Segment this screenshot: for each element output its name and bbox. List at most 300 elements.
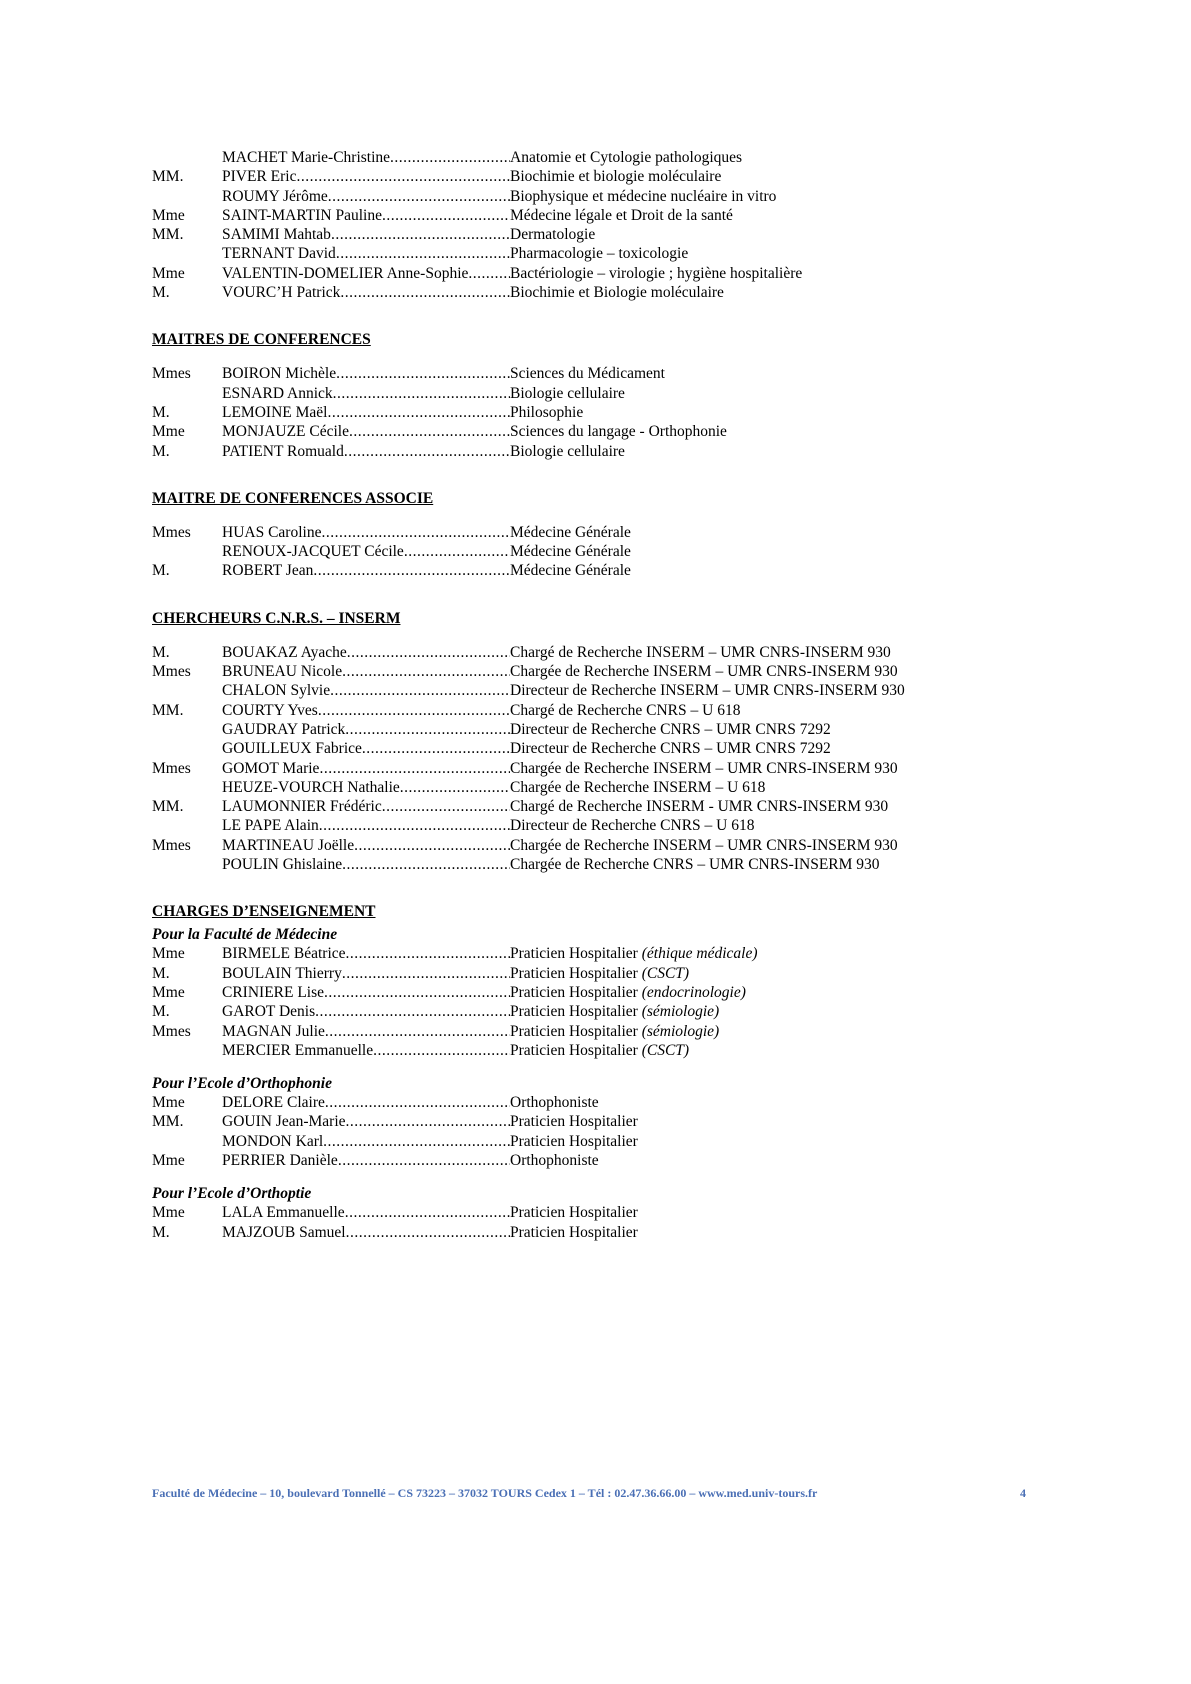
discipline: [510, 797, 1052, 816]
person-name: VOURC’H Patrick: [222, 284, 341, 302]
staff-list: [152, 148, 1052, 1242]
dot-leader: [325, 1093, 510, 1112]
footer-address: Faculté de Médecine – 10, boulevard Tonnellé – CS 73223 – 37032 TOURS Cedex 1 – Tél : 02.47.36.66.00 – www.med.univ-tours.fr: [152, 1486, 818, 1500]
person-name: MARTINEAU Joëlle: [222, 836, 355, 854]
discipline-text: Praticien Hospitalier: [510, 983, 638, 1001]
discipline-text: Praticien Hospitalier: [510, 1003, 638, 1021]
discipline-text: Praticien Hospitalier: [510, 1041, 638, 1059]
list-item: [152, 816, 1052, 835]
dot-leader: [342, 964, 510, 983]
person-name: MONDON Karl: [222, 1132, 324, 1150]
list-item: [152, 225, 1052, 244]
civility: MM.: [152, 701, 184, 719]
name-cell: [222, 720, 510, 739]
person-name: SAMIMI Mahtab: [222, 226, 331, 244]
page-footer: [152, 1486, 1032, 1501]
discipline-text: Sciences du Médicament: [510, 365, 665, 383]
dot-leader: [327, 403, 510, 422]
discipline-note: (sémiologie): [641, 1022, 720, 1040]
discipline-text: Praticien Hospitalier: [510, 1204, 638, 1222]
dot-leader: [468, 264, 510, 283]
dot-leader: [330, 681, 510, 700]
discipline: [510, 364, 1052, 383]
discipline-text: Biophysique et médecine nucléaire in vitro: [510, 187, 777, 205]
discipline-note: (CSCT): [641, 964, 690, 982]
discipline: [510, 523, 1052, 542]
discipline: [510, 944, 1052, 963]
discipline-text: Praticien Hospitalier: [510, 964, 638, 982]
person-name: BOULAIN Thierry: [222, 964, 342, 982]
charges-group: [152, 925, 1052, 1060]
name-cell: [222, 206, 510, 225]
dot-leader: [321, 523, 510, 542]
civility: Mmes: [152, 365, 191, 383]
discipline: [510, 701, 1052, 720]
section-heading: CHERCHEURS C.N.R.S. – INSERM: [152, 609, 401, 627]
discipline-text: Anatomie et Cytologie pathologiques: [510, 149, 743, 166]
discipline: [510, 167, 1052, 186]
list-item: [152, 523, 1052, 542]
discipline-text: Directeur de Recherche INSERM – UMR CNRS-INSERM 930: [510, 682, 905, 700]
discipline: [510, 759, 1052, 778]
dot-leader: [336, 244, 510, 263]
dot-leader: [296, 167, 510, 186]
person-name: VALENTIN-DOMELIER Anne-Sophie: [222, 264, 469, 282]
name-cell: [222, 681, 510, 700]
name-cell: [222, 225, 510, 244]
discipline: [510, 1041, 1052, 1060]
civility: [152, 148, 222, 167]
discipline-text: Directeur de Recherche CNRS – U 618: [510, 817, 755, 835]
name-cell: [222, 816, 510, 835]
list-item: [152, 739, 1052, 758]
name-cell: [222, 442, 510, 461]
discipline-text: Philosophie: [510, 403, 584, 421]
name-cell: [222, 944, 510, 963]
dot-leader: [342, 662, 510, 681]
discipline: [510, 681, 1052, 700]
person-name: ROUMY Jérôme: [222, 187, 328, 205]
list-item: [152, 1093, 1052, 1112]
list-item: [152, 855, 1052, 874]
person-name: GAROT Denis: [222, 1003, 316, 1021]
person-name: CHALON Sylvie: [222, 682, 331, 700]
discipline: [510, 778, 1052, 797]
name-cell: [222, 148, 510, 167]
list-item: [152, 364, 1052, 383]
dot-leader: [325, 1022, 510, 1041]
discipline: [510, 283, 1052, 302]
dot-leader: [338, 1151, 510, 1170]
civility: M.: [152, 964, 170, 982]
civility: M.: [152, 403, 170, 421]
person-name: LE PAPE Alain: [222, 817, 319, 835]
dot-leader: [345, 720, 510, 739]
civility: M.: [152, 284, 170, 302]
discipline-text: Médecine Générale: [510, 523, 631, 541]
name-cell: [222, 1151, 510, 1170]
list-item: [152, 1002, 1052, 1021]
section-charges: [152, 902, 1052, 1242]
person-name: ESNARD Annick: [222, 384, 333, 402]
person-name: TERNANT David: [222, 245, 336, 263]
dot-leader: [346, 1112, 510, 1131]
list-item: [152, 206, 1052, 225]
civility: MM.: [152, 1113, 184, 1131]
dot-leader: [319, 759, 510, 778]
name-cell: [222, 1002, 510, 1021]
dot-leader: [362, 739, 510, 758]
discipline-text: Biochimie et biologie moléculaire: [510, 168, 722, 186]
person-name: PATIENT Romuald: [222, 442, 344, 460]
page-number: 4: [1020, 1486, 1026, 1500]
person-name: POULIN Ghislaine: [222, 856, 343, 874]
discipline-text: Médecine Générale: [510, 562, 631, 580]
discipline-note: (endocrinologie): [641, 983, 746, 1001]
person-name: MAJZOUB Samuel: [222, 1223, 346, 1241]
discipline: [510, 720, 1052, 739]
name-cell: [222, 1112, 510, 1131]
person-name: GOUILLEUX Fabrice: [222, 740, 362, 758]
discipline-text: Chargée de Recherche INSERM – UMR CNRS-INSERM 930: [510, 663, 898, 681]
list-item: [152, 681, 1052, 700]
section-chercheurs: [152, 609, 1052, 875]
civility: Mmes: [152, 1022, 191, 1040]
discipline-note: (éthique médicale): [641, 945, 758, 963]
list-item: [152, 167, 1052, 186]
name-cell: [222, 701, 510, 720]
person-name: SAINT-MARTIN Pauline: [222, 206, 382, 224]
civility: M.: [152, 442, 170, 460]
discipline-text: Praticien Hospitalier: [510, 945, 638, 963]
dot-leader: [404, 542, 510, 561]
dot-leader: [333, 384, 510, 403]
discipline: [510, 422, 1052, 441]
civility: M.: [152, 1223, 170, 1241]
list-item: [152, 1112, 1052, 1131]
list-item: [152, 964, 1052, 983]
discipline: [510, 1203, 1052, 1222]
group-subheading: Pour l’Ecole d’Orthophonie: [152, 1075, 332, 1093]
person-name: PIVER Eric: [222, 168, 297, 186]
dot-leader: [390, 148, 510, 167]
dot-leader: [344, 442, 510, 461]
discipline-text: Pharmacologie – toxicologie: [510, 245, 689, 263]
discipline: [510, 662, 1052, 681]
person-name: COURTY Yves: [222, 701, 318, 719]
civility: [152, 384, 222, 403]
discipline-text: Médecine légale et Droit de la santé: [510, 206, 733, 224]
name-cell: [222, 561, 510, 580]
dot-leader: [382, 206, 510, 225]
group-subheading: Pour la Faculté de Médecine: [152, 926, 338, 944]
discipline-text: Biochimie et Biologie moléculaire: [510, 284, 724, 302]
name-cell: [222, 662, 510, 681]
list-item: [152, 1132, 1052, 1151]
person-name: DELORE Claire: [222, 1094, 325, 1112]
name-cell: [222, 836, 510, 855]
civility: [152, 681, 222, 700]
discipline-text: Chargée de Recherche INSERM – U 618: [510, 778, 766, 796]
section-maitres: [152, 330, 1052, 460]
dot-leader: [324, 983, 510, 1002]
name-cell: [222, 643, 510, 662]
dot-leader: [318, 701, 510, 720]
civility: Mmes: [152, 836, 191, 854]
name-cell: [222, 778, 510, 797]
person-name: GOUIN Jean-Marie: [222, 1113, 346, 1131]
name-cell: [222, 542, 510, 561]
name-cell: [222, 983, 510, 1002]
discipline: [510, 983, 1052, 1002]
civility: [152, 855, 222, 874]
dot-leader: [354, 836, 510, 855]
list-item: [152, 403, 1052, 422]
charges-groups: [152, 925, 1052, 1242]
associe-list: [152, 523, 1052, 581]
list-item: [152, 720, 1052, 739]
civility: Mme: [152, 1151, 185, 1169]
list-item: [152, 561, 1052, 580]
dot-leader: [342, 855, 510, 874]
person-name: GOMOT Marie: [222, 759, 320, 777]
civility: [152, 778, 222, 797]
civility: [152, 739, 222, 758]
civility: [152, 816, 222, 835]
person-name: MACHET Marie-Christine: [222, 149, 391, 166]
name-cell: [222, 403, 510, 422]
person-name: MERCIER Emmanuelle: [222, 1041, 374, 1059]
discipline: [510, 816, 1052, 835]
discipline: [510, 1112, 1052, 1131]
name-cell: [222, 364, 510, 383]
charges-group: [152, 1074, 1052, 1170]
discipline: [510, 148, 1052, 167]
person-name: CRINIERE Lise: [222, 983, 325, 1001]
section-heading: MAITRE DE CONFERENCES ASSOCIE: [152, 489, 434, 507]
name-cell: [222, 759, 510, 778]
dot-leader: [331, 225, 510, 244]
list-item: [152, 244, 1052, 263]
name-cell: [222, 964, 510, 983]
discipline: [510, 1093, 1052, 1112]
dot-leader: [373, 1041, 510, 1060]
civility: Mme: [152, 1204, 185, 1222]
list-item: [152, 759, 1052, 778]
name-cell: [222, 797, 510, 816]
civility: M.: [152, 562, 170, 580]
name-cell: [222, 283, 510, 302]
dot-leader: [347, 643, 510, 662]
discipline: [510, 561, 1052, 580]
civility: MM.: [152, 798, 184, 816]
dot-leader: [346, 1223, 510, 1242]
discipline-text: Directeur de Recherche CNRS – UMR CNRS 7292: [510, 740, 831, 758]
list-item: [152, 778, 1052, 797]
discipline: [510, 187, 1052, 206]
discipline-text: Orthophoniste: [510, 1151, 599, 1169]
person-name: BOIRON Michèle: [222, 365, 337, 383]
civility: Mme: [152, 983, 185, 1001]
civility: Mmes: [152, 663, 191, 681]
charges-group: [152, 1184, 1052, 1242]
dot-leader: [313, 561, 510, 580]
discipline-text: Bactériologie – virologie ; hygiène hospitalière: [510, 264, 803, 282]
discipline-text: Praticien Hospitalier: [510, 1113, 638, 1131]
discipline: [510, 855, 1052, 874]
person-name: BRUNEAU Nicole: [222, 663, 343, 681]
group-subheading: Pour l’Ecole d’Orthoptie: [152, 1185, 312, 1203]
dot-leader: [319, 816, 510, 835]
discipline: [510, 264, 1052, 283]
list-item: [152, 1041, 1052, 1060]
list-item: [152, 836, 1052, 855]
civility: Mme: [152, 945, 185, 963]
discipline: [510, 384, 1052, 403]
discipline: [510, 542, 1052, 561]
name-cell: [222, 422, 510, 441]
discipline: [510, 1132, 1052, 1151]
discipline-text: Chargé de Recherche INSERM - UMR CNRS-INSERM 930: [510, 798, 889, 816]
discipline-text: Praticien Hospitalier: [510, 1132, 638, 1150]
discipline-note: (sémiologie): [641, 1003, 720, 1021]
civility: M.: [152, 1003, 170, 1021]
dot-leader: [349, 422, 510, 441]
name-cell: [222, 523, 510, 542]
discipline-text: Directeur de Recherche CNRS – UMR CNRS 7292: [510, 720, 831, 738]
civility: Mme: [152, 423, 185, 441]
discipline-text: Dermatologie: [510, 226, 596, 244]
list-item: [152, 1151, 1052, 1170]
list-item: [152, 384, 1052, 403]
maitres-list: [152, 364, 1052, 460]
dot-leader: [336, 364, 510, 383]
name-cell: [222, 1022, 510, 1041]
civility: Mmes: [152, 523, 191, 541]
person-name: BOUAKAZ Ayache: [222, 643, 347, 661]
discipline-text: Praticien Hospitalier: [510, 1022, 638, 1040]
discipline-text: Praticien Hospitalier: [510, 1223, 638, 1241]
list-item: [152, 422, 1052, 441]
dot-leader: [346, 944, 510, 963]
civility: [152, 187, 222, 206]
civility: MM.: [152, 226, 184, 244]
person-name: LEMOINE Maël: [222, 403, 328, 421]
list-item: [152, 643, 1052, 662]
civility: [152, 542, 222, 561]
discipline: [510, 244, 1052, 263]
dot-leader: [315, 1002, 510, 1021]
chercheurs-list: [152, 643, 1052, 875]
person-name: LALA Emmanuelle: [222, 1204, 345, 1222]
name-cell: [222, 244, 510, 263]
civility: M.: [152, 643, 170, 661]
discipline-text: Chargée de Recherche INSERM – UMR CNRS-INSERM 930: [510, 836, 898, 854]
discipline: [510, 643, 1052, 662]
name-cell: [222, 855, 510, 874]
list-item: [152, 1223, 1052, 1242]
person-name: MAGNAN Julie: [222, 1022, 325, 1040]
discipline: [510, 1002, 1052, 1021]
discipline: [510, 1223, 1052, 1242]
list-item: [152, 1022, 1052, 1041]
list-item: [152, 662, 1052, 681]
discipline-text: Chargée de Recherche INSERM – UMR CNRS-INSERM 930: [510, 759, 898, 777]
person-name: HUAS Caroline: [222, 523, 322, 541]
discipline: [510, 206, 1052, 225]
discipline: [510, 739, 1052, 758]
discipline: [510, 964, 1052, 983]
discipline-text: Médecine Générale: [510, 543, 631, 561]
person-name: BIRMELE Béatrice: [222, 945, 346, 963]
dot-leader: [340, 283, 510, 302]
discipline-text: Biologie cellulaire: [510, 384, 625, 402]
list-item: [152, 944, 1052, 963]
list-item: [152, 701, 1052, 720]
section-associe: [152, 489, 1052, 581]
civility: [152, 1132, 222, 1151]
list-item: [152, 797, 1052, 816]
person-name: MONJAUZE Cécile: [222, 423, 349, 441]
civility: [152, 244, 222, 263]
person-name: GAUDRAY Patrick: [222, 720, 346, 738]
dot-leader: [382, 797, 510, 816]
discipline: [510, 1151, 1052, 1170]
list-item: [152, 283, 1052, 302]
discipline: [510, 225, 1052, 244]
name-cell: [222, 1132, 510, 1151]
discipline: [510, 1022, 1052, 1041]
civility: Mme: [152, 264, 185, 282]
discipline-text: Chargé de Recherche CNRS – U 618: [510, 701, 741, 719]
dot-leader: [328, 187, 510, 206]
person-name: ROBERT Jean: [222, 562, 314, 580]
dot-leader: [323, 1132, 510, 1151]
person-name: PERRIER Danièle: [222, 1151, 338, 1169]
list-item: [152, 187, 1052, 206]
name-cell: [222, 1223, 510, 1242]
civility: Mme: [152, 1094, 185, 1112]
name-cell: [222, 1041, 510, 1060]
name-cell: [222, 739, 510, 758]
name-cell: [222, 264, 510, 283]
section-heading: CHARGES D’ENSEIGNEMENT: [152, 903, 376, 921]
list-item: [152, 1203, 1052, 1222]
dot-leader: [345, 1203, 510, 1222]
discipline: [510, 442, 1052, 461]
discipline: [510, 836, 1052, 855]
person-name: LAUMONNIER Frédéric: [222, 798, 382, 816]
discipline-text: Chargée de Recherche CNRS – UMR CNRS-INSERM 930: [510, 856, 880, 874]
name-cell: [222, 384, 510, 403]
discipline-text: Orthophoniste: [510, 1094, 599, 1112]
list-item: [152, 542, 1052, 561]
discipline-text: Sciences du langage - Orthophonie: [510, 423, 727, 441]
civility: Mmes: [152, 759, 191, 777]
section-heading: MAITRES DE CONFERENCES: [152, 331, 371, 349]
name-cell: [222, 167, 510, 186]
name-cell: [222, 187, 510, 206]
discipline-text: Chargé de Recherche INSERM – UMR CNRS-INSERM 930: [510, 643, 891, 661]
name-cell: [222, 1093, 510, 1112]
list-item: [152, 148, 1052, 167]
civility: [152, 1041, 222, 1060]
list-item: [152, 442, 1052, 461]
civility: [152, 720, 222, 739]
intro-list: [152, 148, 1052, 302]
person-name: HEUZE-VOURCH Nathalie: [222, 778, 400, 796]
discipline-note: (CSCT): [641, 1041, 690, 1059]
